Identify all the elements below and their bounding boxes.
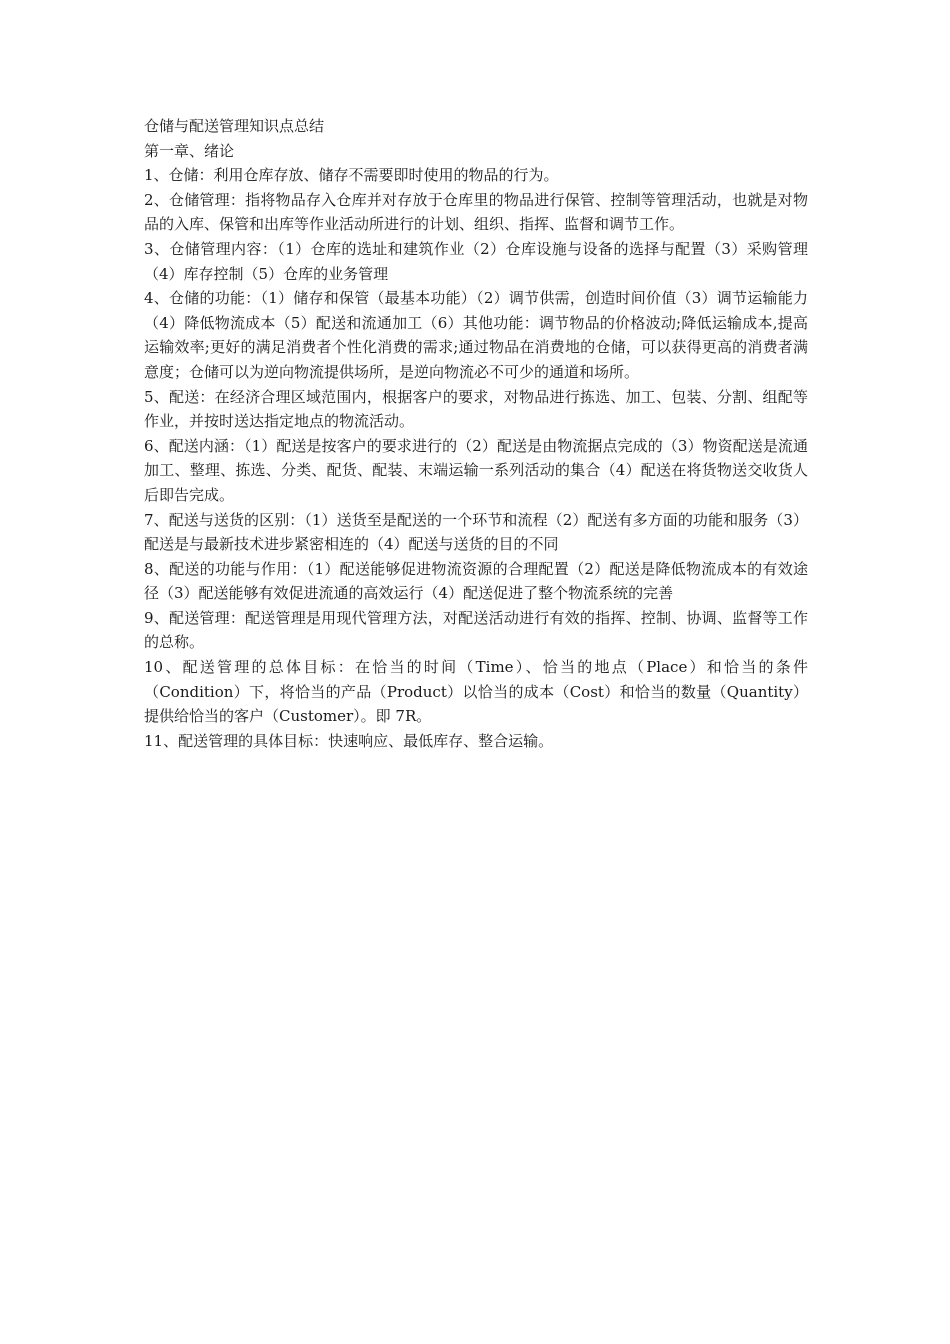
document-title: 仓储与配送管理知识点总结 bbox=[144, 117, 325, 135]
paragraph-3: 3、仓储管理内容：（1）仓库的选址和建筑作业（2）仓库设施与设备的选择与配置（3）采购管理（4）库存控制（5）仓库的业务管理 bbox=[144, 239, 808, 283]
chapter-heading: 第一章、绪论 bbox=[144, 141, 235, 160]
paragraph-9: 9、配送管理：配送管理是用现代管理方法，对配送活动进行有效的指挥、控制、协调、监督等工作的总称。 bbox=[144, 608, 808, 652]
paragraph-7: 7、配送与送货的区别：（1）送货至是配送的一个环节和流程（2）配送有多方面的功能和服务（3）配送是与最新技术进步紧密相连的（4）配送与送货的目的不同 bbox=[144, 510, 808, 554]
paragraph-2: 2、仓储管理：指将物品存入仓库并对存放于仓库里的物品进行保管、控制等管理活动，也就是对物品的入库、保管和出库等作业活动所进行的计划、组织、指挥、监督和调节工作。 bbox=[144, 190, 808, 234]
paragraph-6: 6、配送内涵：（1）配送是按客户的要求进行的（2）配送是由物流据点完成的（3）物资配送是流通加工、整理、拣选、分类、配货、配装、末端运输一系列活动的集合（4）配送在将货物送交收货人后即告完成。 bbox=[144, 436, 808, 504]
paragraph-10: 10、配送管理的总体目标：在恰当的时间（Time）、恰当的地点（Place）和恰当的条件（Condition）下，将恰当的产品（Product）以恰当的成本（Cost）和恰当的数量（Quantity）提供给恰当的客户（Customer）。即 7R。 bbox=[144, 658, 808, 726]
paragraph-5: 5、配送：在经济合理区域范围内，根据客户的要求，对物品进行拣选、加工、包装、分割、组配等作业，并按时送达指定地点的物流活动。 bbox=[144, 387, 808, 431]
paragraph-11: 11、配送管理的具体目标：快速响应、最低库存、整合运输。 bbox=[144, 731, 554, 750]
paragraph-1: 1、仓储：利用仓库存放、储存不需要即时使用的物品的行为。 bbox=[144, 166, 559, 185]
paragraph-8: 8、配送的功能与作用：（1）配送能够促进物流资源的合理配置（2）配送是降低物流成本的有效途径（3）配送能够有效促进流通的高效运行（4）配送促进了整个物流系统的完善 bbox=[144, 559, 808, 603]
document-page bbox=[144, 114, 808, 753]
paragraph-4: 4、仓储的功能：（1）储存和保管（最基本功能）（2）调节供需，创造时间价值（3）调节运输能力（4）降低物流成本（5）配送和流通加工（6）其他功能：调节物品的价格波动;降低运输成本,提高运输效率;更好的满足消费者个性化消费的需求;通过物品在消费地的仓储，可以获得更高的消费者满意度；仓储可以为逆向物流提供场所，是逆向物流必不可少的通道和场所。 bbox=[144, 289, 808, 381]
